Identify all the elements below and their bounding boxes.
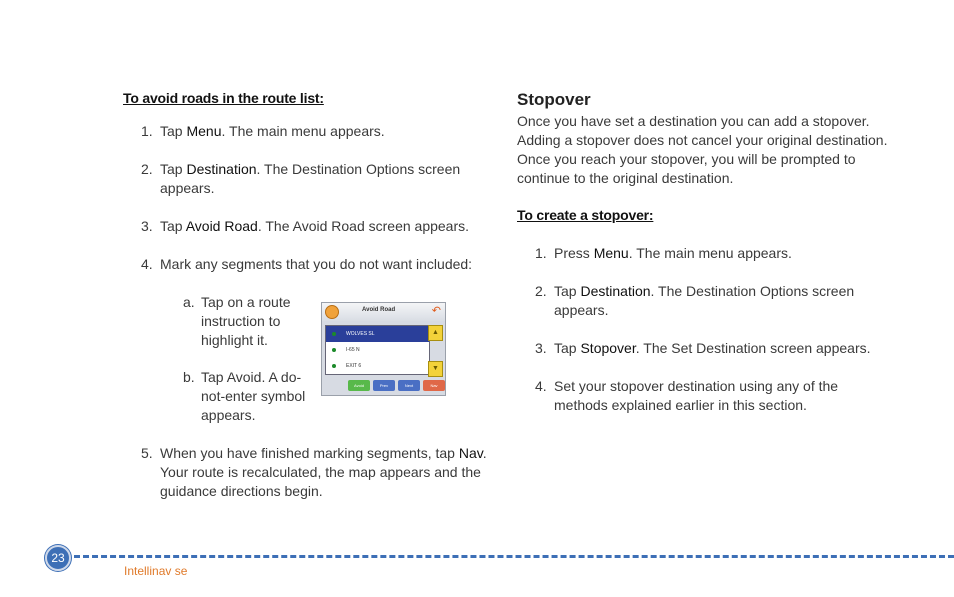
next-button: Next	[398, 380, 420, 391]
step-1: 1. Tap Menu. The main menu appears.	[141, 123, 385, 139]
key-term: Menu	[186, 123, 222, 139]
key-term: Destination	[186, 161, 257, 177]
step-3: 3. Tap Avoid Road. The Avoid Road screen appears.	[141, 218, 470, 234]
stopover-step-2: 2. Tap Destination. The Destination Options screen appears.	[535, 283, 855, 318]
back-arrow-icon: ↶	[431, 305, 441, 317]
key-term: Destination	[580, 283, 651, 299]
stopover-step-1: 1. Press Menu. The main menu appears.	[535, 245, 792, 261]
avoid-roads-heading: To avoid roads in the route list:	[123, 90, 324, 106]
substep-a: a. Tap on a route instruction to highlight it.	[183, 294, 291, 348]
step-4: 4. Mark any segments that you do not want included:	[141, 256, 473, 272]
stopover-step-4: 4. Set your stopover destination using any of the methods explained earlier in this section.	[535, 378, 839, 413]
screenshot-header	[322, 303, 445, 321]
avoid-steps-list	[123, 122, 503, 141]
key-term: Stopover	[580, 340, 636, 356]
segment-list	[325, 325, 430, 375]
list-item: I-65 N	[326, 342, 429, 358]
key-term: Nav	[458, 445, 483, 461]
stopover-title: Stopover	[517, 90, 591, 109]
scroll-down-icon: ▼	[428, 361, 443, 377]
step-5: 5. When you have finished marking segments, tap Nav. Your route is recalculated, the map appears and the guidance directions begin.	[141, 445, 487, 499]
scroll-up-icon: ▲	[428, 325, 443, 341]
home-icon	[325, 305, 339, 319]
avoid-button: Avoid	[348, 380, 370, 391]
page-number: 23	[45, 545, 71, 571]
create-stopover-heading: To create a stopover:	[517, 207, 654, 223]
substep-b: b. Tap Avoid. A do-not-enter symbol appears.	[183, 369, 306, 423]
list-item: EXIT 6	[326, 358, 429, 374]
list-item: WOLVES SL	[326, 326, 429, 342]
footer-brand: Intellinav se	[124, 564, 188, 578]
key-term: Avoid Road	[185, 218, 258, 234]
prev-button: Prev	[373, 380, 395, 391]
nav-button: Nav	[423, 380, 445, 391]
screenshot-title: Avoid Road	[362, 307, 396, 313]
stopover-intro: Once you have set a destination you can add a stopover. Adding a stopover does not cancel your original destination. Once you reach your stopover, you will be prompted to continue to the original destination.	[517, 113, 888, 186]
key-term: Menu	[593, 245, 629, 261]
step-2: 2. Tap Destination. The Destination Options screen appears.	[141, 161, 461, 196]
avoid-road-screenshot	[321, 302, 446, 396]
footer-divider	[74, 555, 954, 558]
stopover-step-3: 3. Tap Stopover. The Set Destination screen appears.	[535, 340, 871, 356]
